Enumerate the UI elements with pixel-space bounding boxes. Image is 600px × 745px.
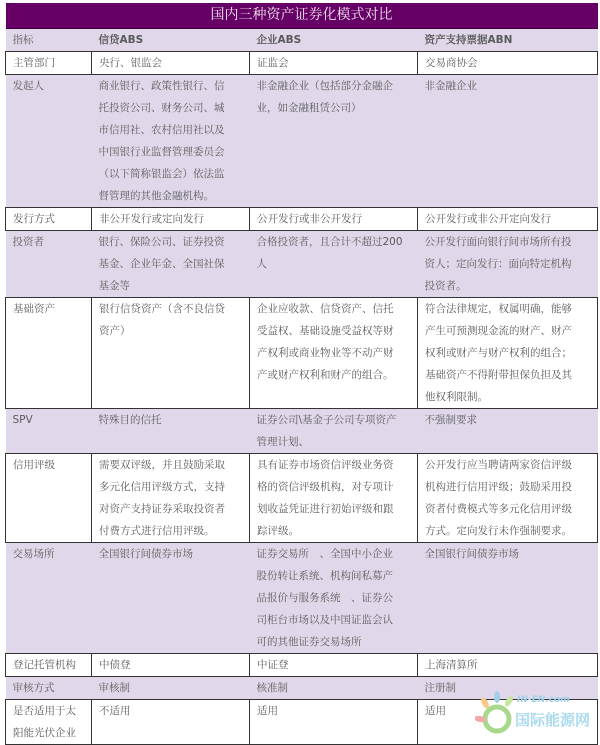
cell-enterprise-abs: [250, 75, 418, 208]
header-credit-abs: 信贷ABS: [92, 29, 250, 52]
cell-enterprise-abs: [250, 208, 418, 231]
cell-text-line: 上海清算所: [425, 659, 478, 671]
cell-text-line: 多元化信用评级方式，支持: [99, 481, 225, 493]
cell-indicator: [6, 298, 92, 409]
table-title: 国内三种资产证券化模式对比: [6, 3, 598, 29]
cell-text-line: 产生可预测现金流的财产、财产: [425, 325, 572, 337]
table-title-row: [6, 3, 598, 29]
cell-text-line: 中国银行业监督管理委员会: [98, 146, 225, 158]
cell-text-line: 督管理的其他金融机构。: [98, 190, 214, 202]
cell-text-line: 适用: [257, 705, 278, 717]
table-row: [6, 654, 598, 677]
cell-text-line: 格的资信评级机构，对专项计: [257, 481, 394, 493]
cell-text-line: 划收益凭证进行初始评级和跟: [257, 503, 394, 515]
cell-text-line: 市信用社、农村信用社以及: [98, 124, 225, 136]
cell-text-line: 主管部门: [13, 57, 55, 69]
cell-abn: [418, 543, 598, 654]
cell-indicator: [6, 677, 92, 700]
cell-credit-abs: [92, 543, 250, 654]
cell-enterprise-abs: [250, 543, 418, 654]
cell-text-line: （以下简称银监会）依法监: [98, 168, 225, 180]
cell-abn: [418, 409, 598, 454]
cell-credit-abs: [92, 677, 250, 700]
cell-credit-abs: [92, 298, 250, 409]
cell-enterprise-abs: [250, 52, 418, 75]
cell-text-line: 管理计划、: [256, 436, 309, 448]
cell-text-line: 对资产支持证券采取投资者: [99, 503, 225, 515]
cell-text-line: 登记托管机构: [13, 659, 76, 671]
cell-abn: [418, 454, 598, 543]
cell-text-line: 方式。定向发行未作强制要求。: [425, 525, 572, 537]
cell-text-line: 交易场所: [12, 548, 55, 560]
cell-enterprise-abs: [250, 409, 418, 454]
cell-abn: [418, 52, 598, 75]
cell-text-line: 银行信贷资产（含不良信贷: [99, 303, 225, 315]
cell-text-line: 需要双评级，并且鼓励采取: [99, 459, 225, 471]
cell-text-line: 产权利或商业物业等不动产财: [257, 347, 394, 359]
cell-indicator: [6, 208, 92, 231]
cell-text-line: 公开发行应当聘请两家资信评级: [425, 459, 572, 471]
cell-credit-abs: [92, 409, 250, 454]
header-abn: 资产支持票据ABN: [418, 29, 598, 52]
cell-indicator: [6, 231, 92, 298]
cell-enterprise-abs: [250, 231, 418, 298]
cell-text-line: 不适用: [99, 705, 131, 717]
cell-text-line: 审核制: [98, 682, 130, 694]
cell-text-line: 央行、银监会: [99, 57, 162, 69]
cell-abn: [418, 231, 598, 298]
cell-text-line: 是否适用于太: [13, 705, 76, 717]
cell-text-line: 具有证券市场资信评级业务资: [257, 459, 394, 471]
table-row: [6, 75, 598, 208]
table-row: [6, 543, 598, 654]
cell-indicator: [6, 454, 92, 543]
watermark-cn: 国际能源网: [515, 711, 591, 729]
comparison-table: [5, 3, 598, 745]
cell-text-line: 全国银行间债券市场: [98, 548, 193, 560]
cell-indicator: [6, 700, 92, 745]
cell-text-line: 特殊目的信托: [98, 414, 162, 426]
cell-text-line: 不强制要求: [424, 414, 477, 426]
cell-text-line: 审核方式: [12, 682, 55, 694]
cell-text-line: 他权利限制。: [425, 391, 488, 403]
cell-enterprise-abs: [250, 700, 418, 745]
cell-text-line: 发起人: [12, 80, 44, 92]
cell-text-line: 可的其他证券交易场所: [256, 636, 362, 648]
table-row: [6, 208, 598, 231]
cell-credit-abs: [92, 654, 250, 677]
cell-text-line: 核准制: [256, 682, 288, 694]
cell-text-line: 品报价与服务系统 、证券公: [256, 592, 393, 604]
cell-text-line: 业，如金融租赁公司）: [256, 102, 362, 114]
cell-indicator: [6, 409, 92, 454]
cell-credit-abs: [92, 75, 250, 208]
cell-abn: [418, 208, 598, 231]
table-row: [6, 52, 598, 75]
cell-text-line: 适用: [425, 705, 446, 717]
cell-enterprise-abs: [250, 454, 418, 543]
cell-text-line: 交易商协会: [425, 57, 478, 69]
cell-text-line: 投资者。: [424, 280, 467, 292]
watermark-en: IN-EN.com: [517, 695, 570, 705]
cell-text-line: 符合法律规定，权属明确，能够: [425, 303, 572, 315]
cell-text-line: 基础资产不得附带担保负担及其: [425, 369, 572, 381]
cell-text-line: 人: [256, 258, 267, 270]
cell-text-line: 基金等: [98, 280, 130, 292]
cell-credit-abs: [92, 52, 250, 75]
cell-text-line: 信用评级: [13, 459, 55, 471]
cell-indicator: [6, 75, 92, 208]
cell-enterprise-abs: [250, 654, 418, 677]
cell-text-line: 非金融企业: [424, 80, 477, 92]
cell-text-line: 基础资产: [13, 303, 55, 315]
table-row: [6, 409, 598, 454]
cell-text-line: 付费方式进行信用评级。: [99, 525, 215, 537]
cell-text-line: 发行方式: [13, 213, 55, 225]
cell-abn: [418, 654, 598, 677]
cell-text-line: 产或财产权利和财产的组合。: [257, 369, 394, 381]
cell-text-line: 证券公司\基金子公司专项资产: [256, 414, 397, 426]
cell-text-line: 合格投资者，且合计不超过200: [256, 236, 403, 248]
header-enterprise-abs: 企业ABS: [250, 29, 418, 52]
table-row: [6, 454, 598, 543]
cell-credit-abs: [92, 454, 250, 543]
cell-text-line: 资人；定向发行：面向特定机构: [424, 258, 572, 270]
cell-enterprise-abs: [250, 298, 418, 409]
cell-text-line: 踪评级。: [257, 525, 299, 537]
cell-text-line: 证券交易所 、全国中小企业: [256, 548, 393, 560]
cell-indicator: [6, 654, 92, 677]
cell-text-line: 商业银行、政策性银行、信: [98, 80, 225, 92]
cell-text-line: 权利或财产与财产权利的组合；: [425, 347, 572, 359]
cell-text-line: 全国银行间债券市场: [424, 548, 519, 560]
sun-logo-icon: [475, 689, 519, 739]
cell-text-line: 中证登: [257, 659, 289, 671]
cell-text-line: 托投资公司、财务公司、城: [98, 102, 225, 114]
cell-text-line: 司柜台市场以及中国证监会认: [256, 614, 393, 626]
cell-text-line: 企业应收款、信贷资产、信托: [257, 303, 394, 315]
cell-enterprise-abs: [250, 677, 418, 700]
cell-text-line: 非公开发行或定向发行: [99, 213, 204, 225]
cell-text-line: 受益权、基础设施受益权等财: [257, 325, 394, 337]
cell-text-line: 机构进行信用评级；鼓励采用投: [425, 481, 572, 493]
cell-text-line: 阳能光伏企业: [13, 727, 76, 739]
cell-text-line: 公开发行或非公开定向发行: [425, 213, 551, 225]
cell-text-line: 股份转让系统、机构间私募产: [256, 570, 393, 582]
table-row: [6, 298, 598, 409]
cell-credit-abs: [92, 700, 250, 745]
header-indicator: 指标: [6, 29, 92, 52]
cell-text-line: 注册制: [424, 682, 456, 694]
cell-text-line: 基金、企业年金、全国社保: [98, 258, 225, 270]
cell-credit-abs: [92, 231, 250, 298]
in-en-logo-watermark: [475, 689, 595, 739]
cell-abn: [418, 75, 598, 208]
cell-text-line: 公开发行或非公开发行: [257, 213, 362, 225]
cell-text-line: 证监会: [257, 57, 289, 69]
cell-text-line: 银行、保险公司、证券投资: [98, 236, 225, 248]
cell-indicator: [6, 543, 92, 654]
cell-text-line: 投资者: [12, 236, 44, 248]
cell-indicator: [6, 52, 92, 75]
cell-abn: [418, 298, 598, 409]
cell-text-line: 资者付费模式等多元化信用评级: [425, 503, 572, 515]
header-row: [6, 29, 598, 52]
table-row: [6, 231, 598, 298]
cell-text-line: SPV: [12, 414, 33, 426]
cell-text-line: 资产）: [99, 325, 131, 337]
cell-text-line: 公开发行面向银行间市场所有投: [424, 236, 572, 248]
cell-text-line: 中债登: [99, 659, 131, 671]
cell-text-line: 非金融企业（包括部分金融企: [256, 80, 393, 92]
cell-credit-abs: [92, 208, 250, 231]
